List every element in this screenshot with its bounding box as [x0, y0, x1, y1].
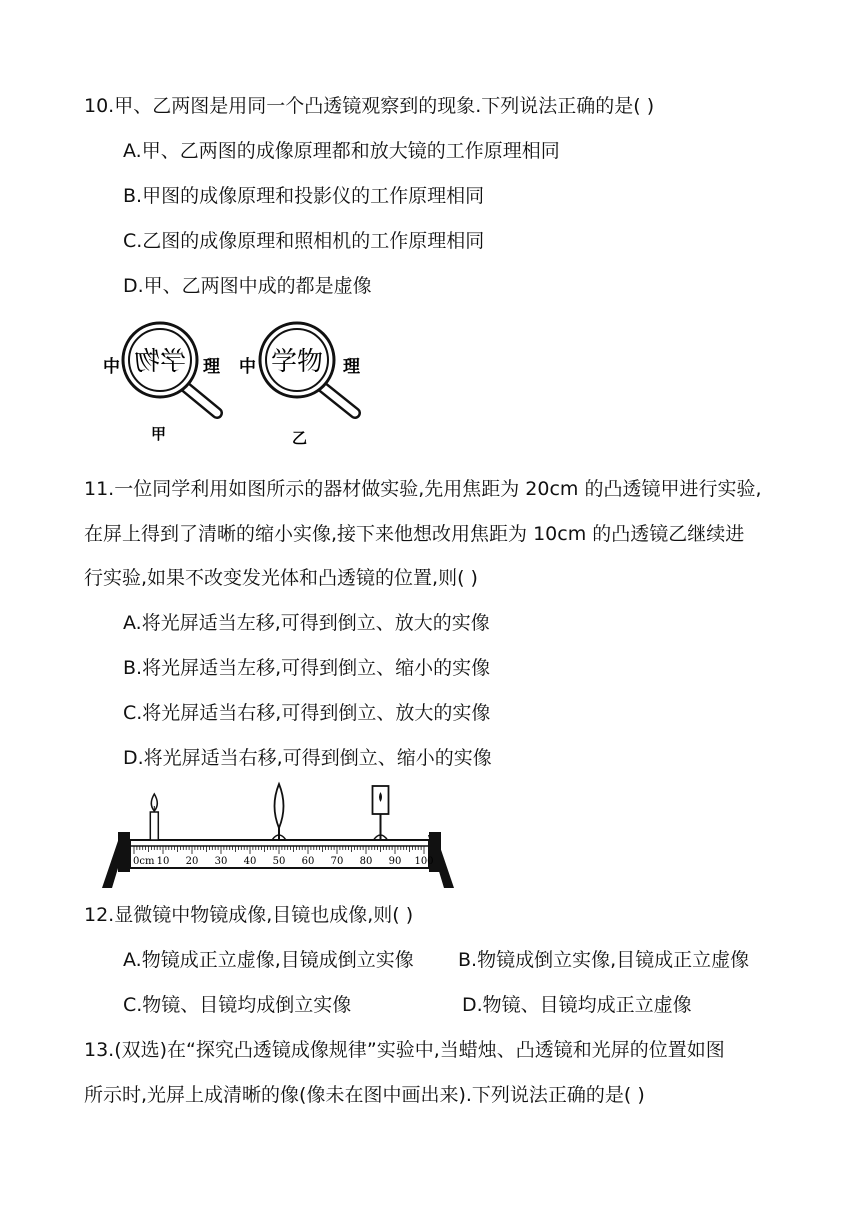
q10-option-d: D.甲、乙两图中成的都是虚像	[123, 275, 372, 297]
q10-stem: 10.甲、乙两图是用同一个凸透镜观察到的现象.下列说法正确的是( )	[84, 95, 655, 117]
q10-option-b: B.甲图的成像原理和投影仪的工作原理相同	[123, 185, 485, 207]
q11-option-a: A.将光屏适当左移,可得到倒立、放大的实像	[123, 612, 490, 634]
light-screen-icon	[373, 786, 389, 840]
q11-option-d: D.将光屏适当右移,可得到倒立、缩小的实像	[123, 747, 492, 769]
q12-option-d: D.物镜、目镜均成正立虚像	[462, 994, 692, 1016]
scale-label: 40	[243, 856, 257, 867]
q10-option-c: C.乙图的成像原理和照相机的工作原理相同	[123, 230, 485, 252]
q11-stem-line-1: 11.一位同学利用如图所示的器材做实验,先用焦距为 20cm 的凸透镜甲进行实验,	[84, 478, 762, 500]
bench-left-post	[118, 832, 130, 872]
q10-yi-left-char: 中	[239, 357, 256, 377]
q12-option-a: A.物镜成正立虚像,目镜成倒立实像	[123, 949, 414, 971]
candle-icon	[150, 794, 158, 840]
q10-jia-left-char: 中	[103, 357, 120, 377]
q10-label-yi: 乙	[292, 429, 308, 447]
q10-yi-lens-text: 学物	[270, 347, 324, 377]
q12-option-b: B.物镜成倒立实像,目镜成正立虚像	[458, 949, 750, 971]
q10-jia-right-char: 理	[203, 357, 220, 377]
q11-option-c: C.将光屏适当右移,可得到倒立、放大的实像	[123, 702, 491, 724]
q11-optical-bench-figure	[98, 780, 468, 896]
convex-lens-icon	[272, 784, 286, 840]
q11-stem-line-2: 在屏上得到了清晰的缩小实像,接下来他想改用焦距为 10cm 的凸透镜乙继续进	[84, 523, 745, 545]
q13-stem-line-1: 13.(双选)在“探究凸透镜成像规律”实验中,当蜡烛、凸透镜和光屏的位置如图	[84, 1039, 725, 1061]
q12-stem: 12.显微镜中物镜成像,目镜也成像,则( )	[84, 904, 414, 926]
scale-label: 70	[330, 856, 344, 867]
q10-jia-lens-text: 学物	[133, 347, 187, 377]
q10-option-a: A.甲、乙两图的成像原理都和放大镜的工作原理相同	[123, 140, 560, 162]
q10-figure	[95, 315, 385, 454]
scale-label: 50	[272, 856, 286, 867]
scale-label: 10	[156, 856, 170, 867]
q10-yi-right-char: 理	[343, 357, 360, 377]
q10-label-jia: 甲	[151, 425, 167, 443]
scale-label: 0cm	[133, 856, 155, 867]
scale-label: 80	[359, 856, 373, 867]
scale-label: 60	[301, 856, 315, 867]
scale-label: 100	[414, 856, 434, 867]
scale-label: 30	[214, 856, 228, 867]
scale-label: 90	[388, 856, 402, 867]
q11-stem-line-3: 行实验,如果不改变发光体和凸透镜的位置,则( )	[84, 567, 478, 589]
q11-option-b: B.将光屏适当左移,可得到倒立、缩小的实像	[123, 657, 491, 679]
q13-stem-line-2: 所示时,光屏上成清晰的像(像未在图中画出来).下列说法正确的是( )	[84, 1084, 645, 1106]
scale-label: 20	[185, 856, 199, 867]
q12-option-c: C.物镜、目镜均成倒立实像	[123, 994, 352, 1016]
